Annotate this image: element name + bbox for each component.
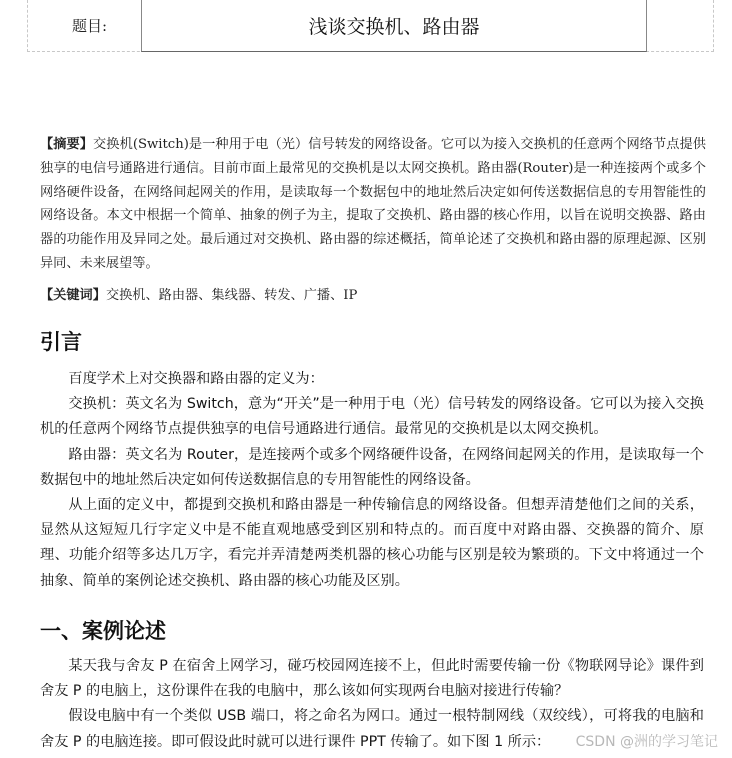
section1-paragraph: 某天我与舍友 P 在宿舍上网学习，碰巧校园网连接不上，但此时需要传输一份《物联网导论》课件到舍友 P 的电脑上，这份课件在我的电脑中，那么该如何实现两台电脑对接进行传输？ — [40, 658, 704, 700]
abstract-tag: 【摘要】 — [40, 137, 94, 152]
watermark: CSDN @洲的学习笔记 — [575, 734, 718, 750]
abstract-text: 交换机(Switch)是一种用于电（光）信号转发的网络设备。它可以为接入交换机的任意两个网络节点提供独享的电信号通路进行通信。目前市面上最常见的交换机是以太网交换机。路由器(Router)是一种连接两个或多个网络硬件设备，在网络间起网关的作用，是读取每一个数据包中的地址然后决定如何传送数据信息的专用智能性的网络设备。本文中根据一个简单、抽象的例子为主，提取了交换机、路由器的核心作用，以旨在说明交换器、路由器的功能作用及异同之处。最后通过对交换机、路由器的综述概括，简单论述了交换机和路由器的原理起源、区别异同、未来展望等。 — [40, 137, 706, 271]
title-field — [141, 0, 647, 52]
keywords — [40, 284, 706, 303]
section1-paragraph: 假设电脑中有一个类似 USB 端口，将之命名为网口。通过一根特制网线（双绞线），可将我的电脑和舍友 P 的电脑连接。即可假设此时就可以进行课件 PPT 传输了。如下图 1 所示： — [40, 708, 704, 750]
title-box — [27, 0, 714, 52]
intro-body — [40, 367, 704, 594]
page-title: 浅谈交换机、路由器 — [308, 16, 480, 38]
title-label: 题目: — [72, 17, 108, 35]
abstract — [40, 133, 706, 276]
keywords-tag: 【关键词】 — [40, 288, 106, 303]
section1-heading: 一、案例论述 — [40, 619, 166, 643]
intro-heading: 引言 — [40, 330, 82, 354]
intro-paragraph: 从上面的定义中，都提到交换机和路由器是一种传输信息的网络设备。但想弄清楚他们之间的关系，显然从这短短几行字定义中是不能直观地感受到区别和特点的。而百度中对路由器、交换器的简介、原理、功能介绍等多达几万字，看完并弄清楚两类机器的核心功能与区别是较为繁琐的。下文中将通过一个抽象、简单的案例论述交换机、路由器的核心功能及区别。 — [40, 497, 704, 589]
keywords-text: 交换机、路由器、集线器、转发、广播、IP — [105, 288, 358, 303]
intro-paragraph: 百度学术上对交换器和路由器的定义为： — [68, 371, 324, 387]
intro-paragraph: 交换机：英文名为 Switch，意为“开关”是一种用于电（光）信号转发的网络设备。它可以为接入交换机的任意两个网络节点提供独享的电信号通路进行通信。最常见的交换机是以太网交换机。 — [40, 396, 704, 438]
intro-paragraph: 路由器：英文名为 Router，是连接两个或多个网络硬件设备，在网络间起网关的作用，是读取每一个数据包中的地址然后决定如何传送数据信息的专用智能性的网络设备。 — [40, 446, 704, 488]
